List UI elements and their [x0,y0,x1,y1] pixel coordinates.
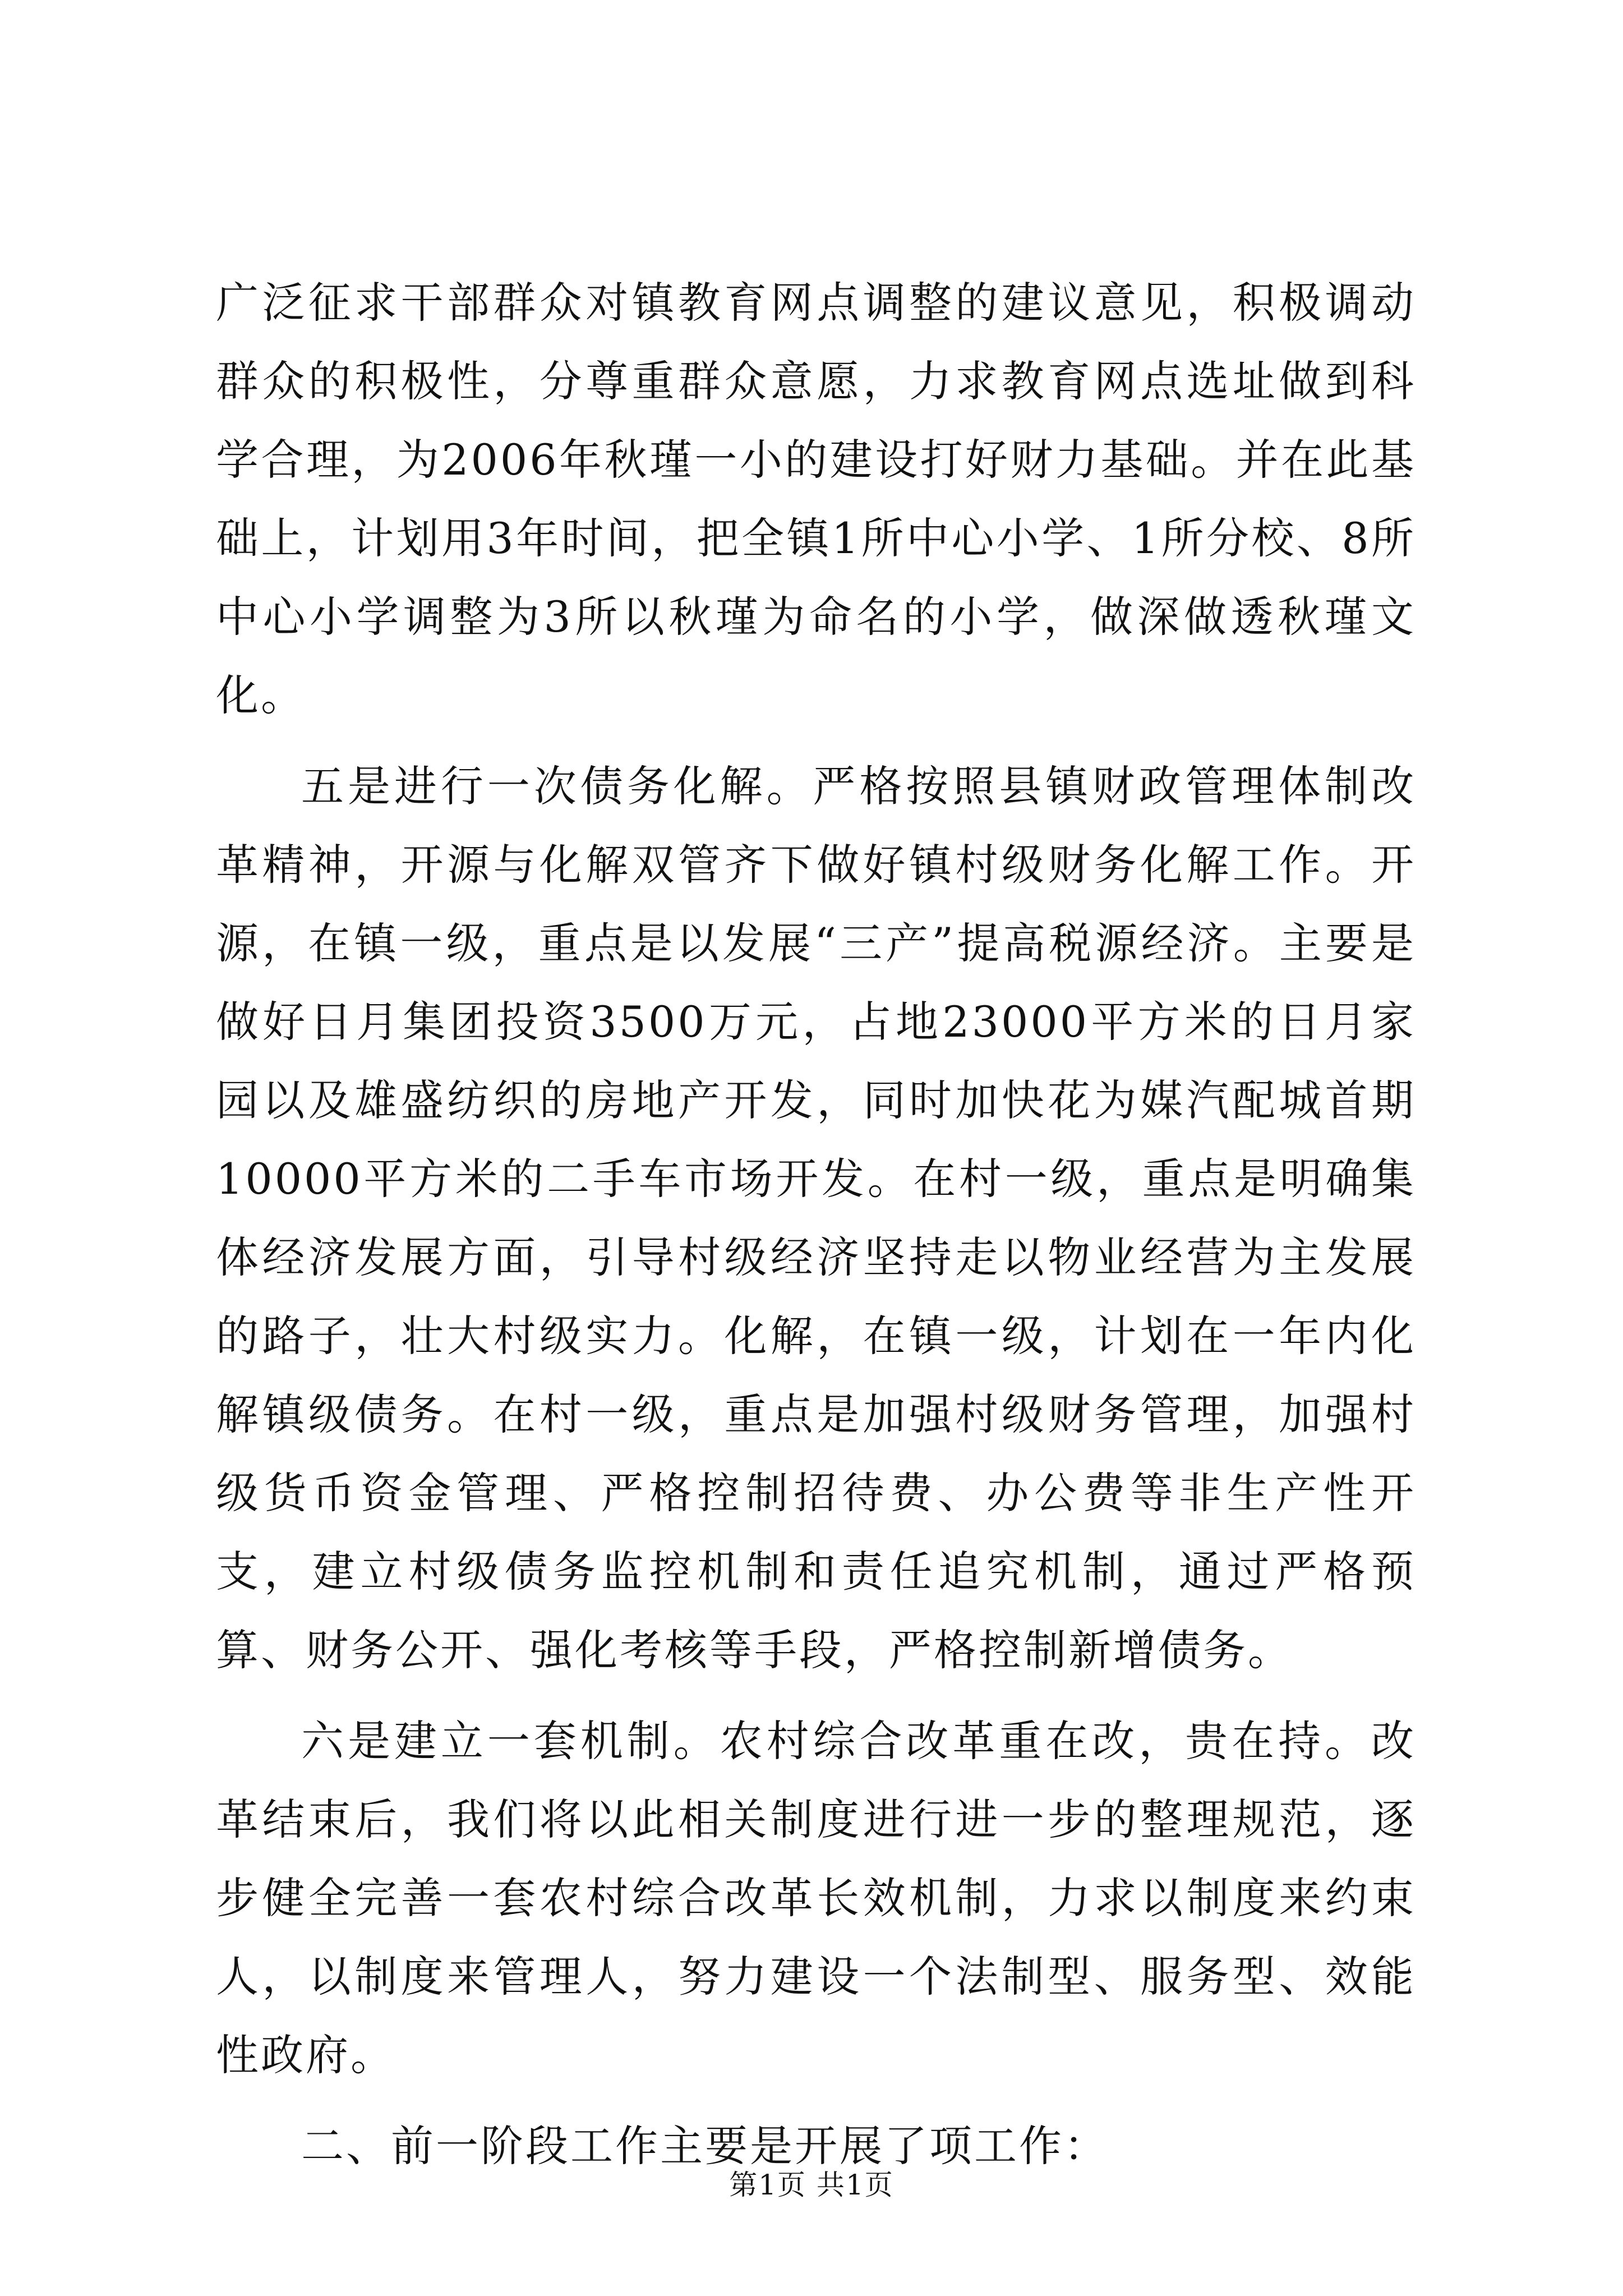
paragraph-mechanism: 六是建立一套机制。农村综合改革重在改，贵在持。改革结束后，我们将以此相关制度进行进一步的整理规范，逐步健全完善一套农村综合改革长效机制，力求以制度来约束人，以制度来管理人，努力建设一个法制型、服务型、效能性政府。 [216,1716,1416,2080]
section-heading-previous-work: 二、前一阶段工作主要是开展了项工作： [301,2121,1109,2171]
page-footer: 第1页 共1页 [729,2169,894,2201]
paragraph-debt-resolution: 五是进行一次债务化解。严格按照县镇财政管理体制改革精神，开源与化解双管齐下做好镇村级财务化解工作。开源，在镇一级，重点是以发展“三产”提高税源经济。主要是做好日月集团投资3500万元，占地23000平方米的日月家园以及雄盛纺织的房地产开发，同时加快花为媒汽配城首期10000平方米的二手车市场开发。在村一级，重点是明确集体经济发展方面，引导村级经济坚持走以物业经营为主发展的路子，壮大村级实力。化解，在镇一级，计划在一年内化解镇级债务。在村一级，重点是加强村级财务管理，加强村级货币资金管理、严格控制招待费、办公费等非生产性开支，建立村级债务监控机制和责任追究机制，通过严格预算、财务公开、强化考核等手段，严格控制新增债务。 [216,761,1416,1675]
document-body [216,264,1416,2198]
paragraph-education-network: 广泛征求干部群众对镇教育网点调整的建议意见，积极调动群众的积极性，分尊重群众意愿，力求教育网点选址做到科学合理，为2006年秋瑾一小的建设打好财力基础。并在此基础上，计划用3年时间，把全镇1所中心小学、1所分校、8所中心小学调整为3所以秋瑾为命名的小学，做深做透秋瑾文化。 [216,278,1416,720]
